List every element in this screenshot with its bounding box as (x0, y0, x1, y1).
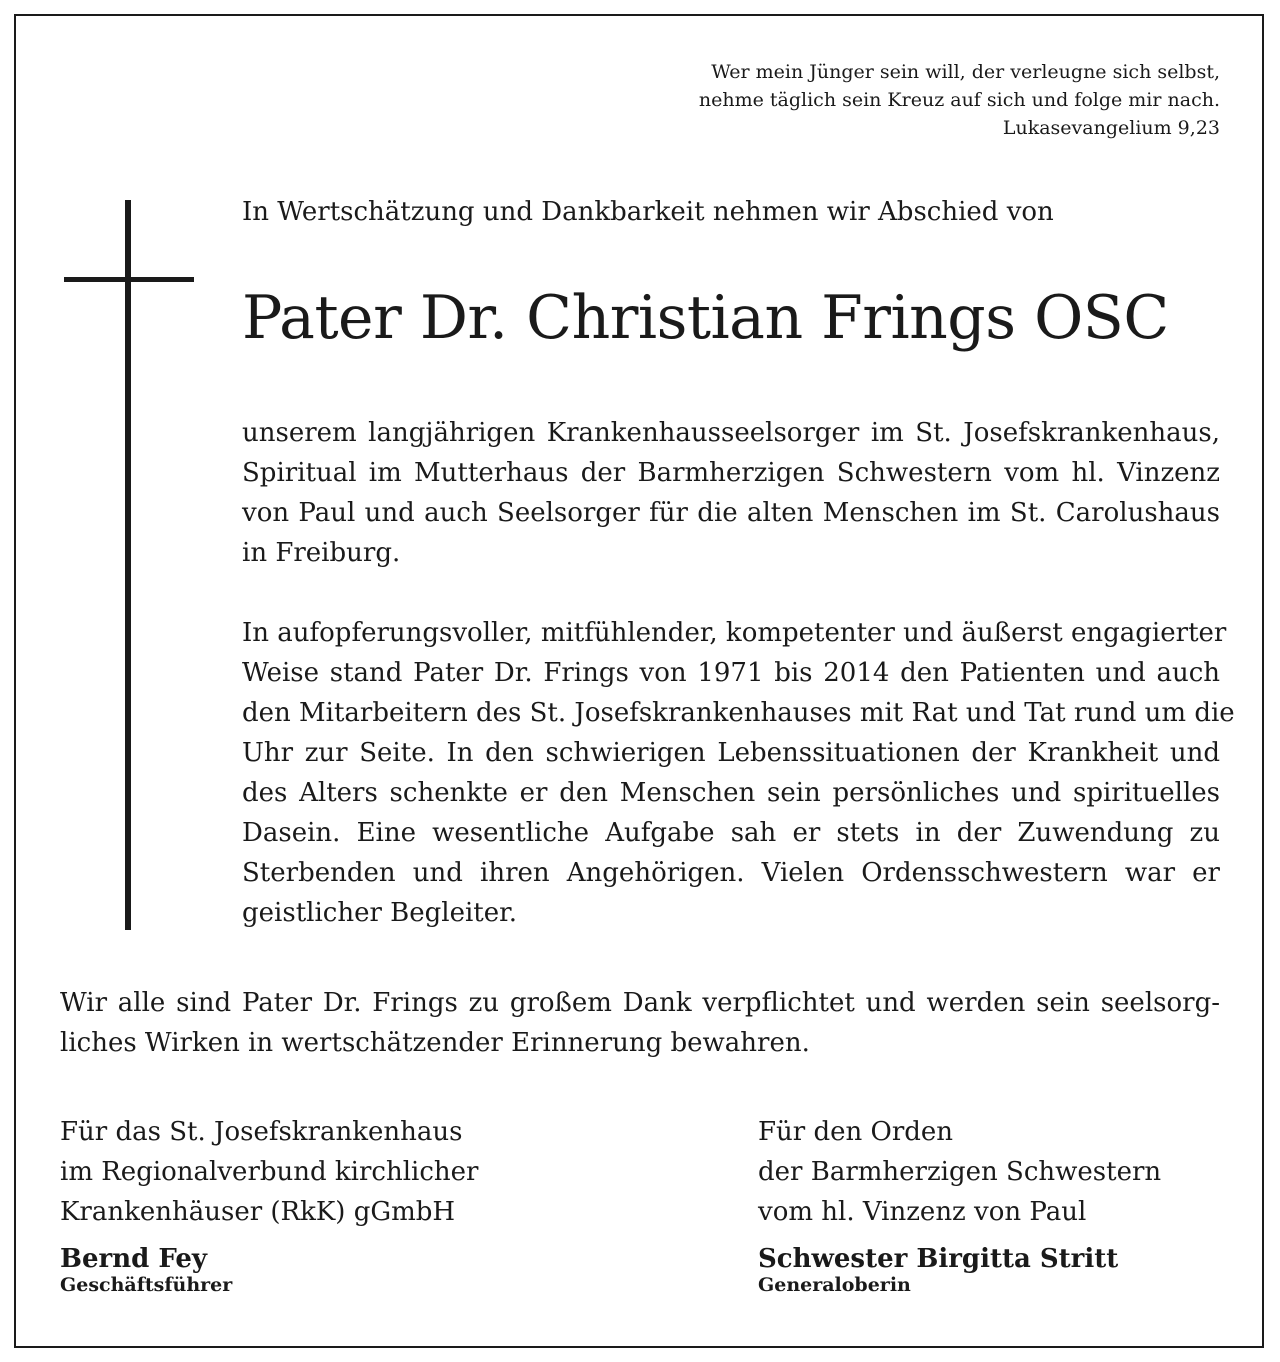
quote-line-2: nehme täglich sein Kreuz auf sich und folge mir nach. (698, 89, 1220, 111)
paragraph-line: In aufopferungsvoller, mitfühlender, kompetenter und äußerst engagierter (242, 618, 1227, 648)
signature-org-line: der Barmherzigen Schwestern (758, 1157, 1162, 1187)
signature-org-line: im Regionalverbund kirchlicher (60, 1157, 479, 1187)
paragraph-line: Uhr zur Seite. In den schwierigen Lebenssituationen der Krankheit und (242, 738, 1220, 768)
intro-line: In Wertschätzung und Dankbarkeit nehmen wir Abschied von (242, 197, 1054, 227)
paragraph-line: geistlicher Begleiter. (242, 898, 517, 928)
paragraph-line: in Freiburg. (242, 538, 401, 568)
closing-line: Wir alle sind Pater Dr. Frings zu großem Dank verpflichtet und werden sein seelsorg- (60, 988, 1220, 1018)
paragraph-line: Dasein. Eine wesentliche Aufgabe sah er stets in der Zuwendung zu (242, 818, 1220, 848)
quote-line-1: Wer mein Jünger sein will, der verleugne sich selbst, (711, 61, 1220, 83)
signer-role: Geschäftsführer (60, 1274, 233, 1296)
signature-org-line: Für das St. Josefskrankenhaus (60, 1117, 463, 1147)
quote-source: Lukasevangelium 9,23 (1002, 117, 1220, 139)
paragraph-line: Weise stand Pater Dr. Frings von 1971 bis 2014 den Patienten und auch (242, 658, 1220, 688)
paragraph-line: den Mitarbeitern des St. Josefskrankenhauses mit Rat und Tat rund um die (242, 698, 1235, 728)
paragraph-line: des Alters schenkte er den Menschen sein persönliches und spirituelles (242, 778, 1220, 808)
closing-line: liches Wirken in wertschätzender Erinnerung bewahren. (60, 1028, 810, 1058)
paragraph-line: Spiritual im Mutterhaus der Barmherzigen Schwestern vom hl. Vinzenz (242, 458, 1220, 488)
signer-name: Schwester Birgitta Stritt (758, 1244, 1119, 1274)
cross-icon (125, 200, 131, 930)
paragraph-line: Sterbenden und ihren Angehörigen. Vielen Ordensschwestern war er (242, 858, 1220, 888)
paragraph-tribute (242, 613, 1235, 933)
signature-org-line: Krankenhäuser (RkK) gGmbH (60, 1197, 456, 1227)
signature-order (758, 1112, 1238, 1296)
signature-hospital (60, 1112, 660, 1296)
deceased-name: Pater Dr. Christian Frings OSC (242, 283, 1169, 353)
closing-statement (60, 983, 1220, 1063)
signer-role: Generaloberin (758, 1274, 911, 1296)
paragraph-line: von Paul und auch Seelsorger für die alten Menschen im St. Carolushaus (242, 498, 1220, 528)
paragraph-line: unserem langjährigen Krankenhausseelsorger im St. Josefskrankenhaus, (242, 418, 1220, 448)
cross-icon-crossbar (64, 277, 194, 282)
signature-org-line: vom hl. Vinzenz von Paul (758, 1197, 1087, 1227)
bible-quote (580, 58, 1220, 142)
signer-name: Bernd Fey (60, 1244, 208, 1274)
paragraph-roles (242, 413, 1220, 573)
signature-org-line: Für den Orden (758, 1117, 954, 1147)
